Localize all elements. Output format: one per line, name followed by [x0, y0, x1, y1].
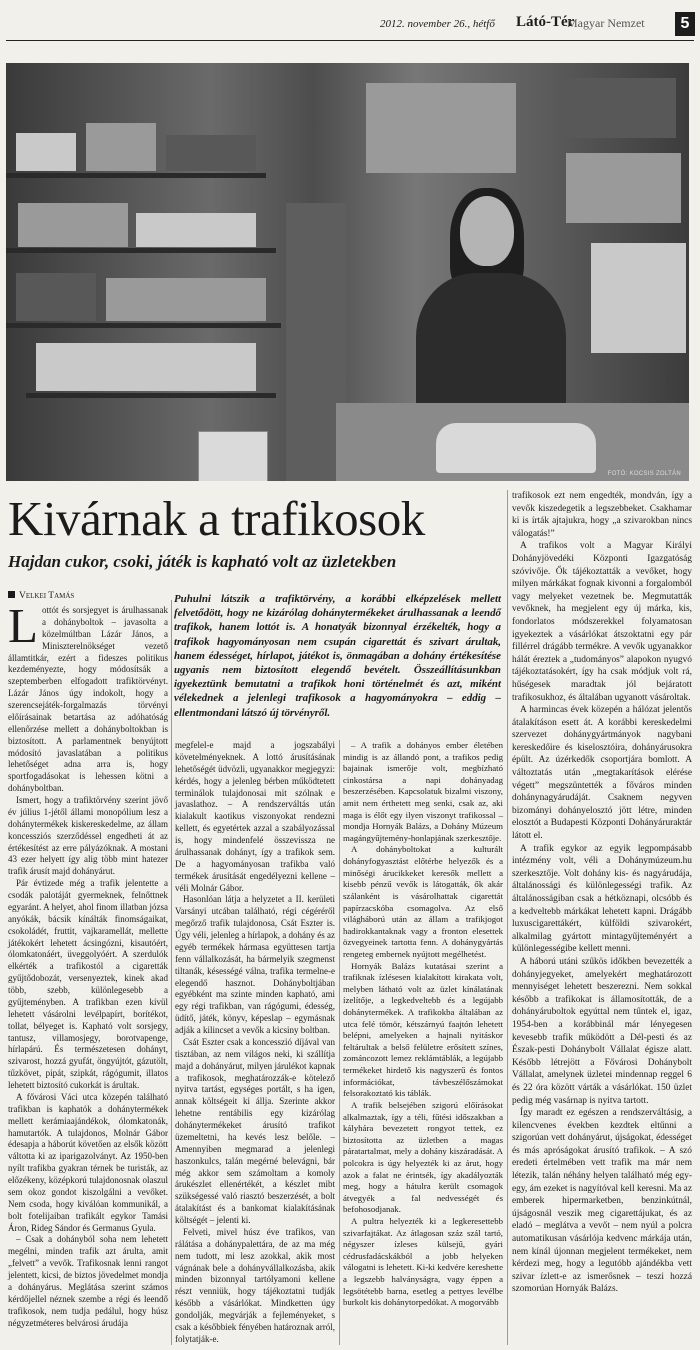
column-2 [175, 740, 335, 1346]
paragraph: A háború utáni szűkös időkben bevezették a dohányjegyeket, amelyekért meghatározott mennyiséget lehetett beszerezni. Nem sokkal később a trafikokat is államosították, de a dohányáruboltok egyúttal nem tűntek el, igaz, 1954-ben a korábbinál már lényegesen kevesebb trafik működött a Dél-pesti és az Észak-pesti Dohánybolt Vállalat égisze alatt. Később létrejött a Fővárosi Dohánybolt Vállalat, amelynek üzletei mindennap reggel 6 és 22 óra között várták a vásárlókat. 150 üzlet pedig még vasárnap is nyitva tartott. [512, 956, 692, 1106]
publication-name: Magyar Nemzet [567, 16, 645, 30]
shopping-bag [198, 431, 268, 481]
paragraph: Csát Eszter csak a koncesszió díjával van tisztában, az nem világos neki, ki szállítja majd a dohányárut, milyen járulékot kapnak a trafikosok, meghatározzák-e kötelező nyitva tartást, egységes portált, s ha igen, annak költségeit ki állja. Szerinte akkor lehetne rentábilis egy kizárólag dohánytermékeket árusító trafikot üzemeltetni, ha kevés lesz belőle. – Amennyiben megmarad a jelenlegi haszonkulcs, talán megérné belevágni, bár még akkor sem számoltam a komoly árukészlet ellenértékét, a készlet mibt szükségessé való riasztó beszerzését, a bolt átalakítást és a bankomat kialakításának költségét – jelenti ki. [175, 1036, 335, 1225]
cash-register [436, 423, 596, 473]
paragraph: Ismert, hogy a trafiktörvény szerint jövő év július 1-jétől állami monopólium lesz a dohánytermékek kiskereskedelme, az állam koncessziós szerződéssel engedheti át az értékesítést az erre pályázóknak. A mostani 43 ezer helyett így alig több mint hatezer trafik árusít majd dohányárut. [8, 795, 168, 877]
paragraph: Pár évtizede még a trafik jelentette a csodák palotáját gyermeknek, felnőttnek egyaránt. A helyet, ahol finom illatban józsa anyókák, bácsik kínálták finomságaikat, csokoládét, fruttit, vajkaramellát, mellette játékokért lehetett ácsingózni, kisautóért, ólomkatonáért, üveggolyóért. A szerdulók elkérték a trafikostól a cigaretták gyűjtődobozát, versenyeztek, kinek akad több, szebb, különlegesebb a gyűjteményben. A trafikban ezen kívül lehetett vásárolni levélpapírt, borítékot, tollat, bélyeget is. Kapható volt sorsjegy, tantusz, villamosjegy, borotvapenge, hírlapárú. És természetesen dohányt, szivarost, hozzá gyufát, öngyújtót, gázutölt, tűzkövet, pipát, szipkát, rágógumit, illatos lehetett biztosító cukorkát is árultak. [8, 878, 168, 1090]
article-photo [6, 63, 689, 481]
byline: Velkei Tamás [8, 591, 74, 601]
column-3 [343, 740, 503, 1309]
section-title: Látó-Tér [516, 14, 575, 30]
paragraph: Felveti, mivel húsz éve trafikos, van rálátása a dohánypalettára, de az ma még nem tudott, mi lesz azokkal, akik most vágnának bele a dohányvállalkozásba, akik minden bizonnyal tartólyamoni kellene részt venniük, hogy tájékoztatni tudják később a vásárlókat. Mindketten úgy gondolják, megvárják a fejleményeket, s csak a későbbiek fényében határoznak arról, folytatják-e. [175, 1226, 335, 1344]
paragraph: A pultra helyezték ki a legkeresettebb szivarfajtákat. Az átlagosan száz szál tartó, négyszer ízleses külsejű, gyári cédrusfadácskákból a jobb helyeken válogatni is lehetett. Ki-ki kedvére kereshette a legszebb halványságra, vagy éppen a legsötétebb barna, esetleg a pettyes levélbe burkolt kis dohánytorpedókat. A mogorvább [343, 1215, 503, 1308]
photo-credit: FOTÓ: KOCSIS ZOLTÁN [607, 471, 681, 477]
drop-cap: L [8, 598, 38, 653]
paragraph: trafikosok ezt nem engedték, mondván, így a vevők kiszedegetik a legszebbeket. Csakhamar ki is írták ajtajukra, hogy „a szivarokban nincs válogatás!” [512, 491, 692, 539]
paragraph: A fővárosi Váci utca közepén található trafikban is kaphatók a dohánytermékek mellett kerámiaajándékok, ólomkatonák, hamutartók. A tulajdonos, Molnár Gábor édesapja a háborút követően az elsők között váltotta ki az iparigazolványt. Az 1950-ben nyílt trafikba gyakran térnek be turisták, az előzékeny, középkorú tulajdonosnak olaszul sem okoz gondot kiszolgálni a vevőket. Nem csoda, hogy kiválóan kommunikál, a bolt fotelijaiban trafikált egykor Tamási Áron, Rideg Sándor és Germanus Gyula. [8, 1091, 168, 1233]
column-1 [8, 598, 168, 1329]
headline: Kivárnak a trafikosok [8, 491, 425, 546]
paragraph: Hasonlóan látja a helyzetet a II. kerületi Varsányi utcában található, régi cégéréről megőrző trafik tulajdonosa, Csát Eszter is. Úgy véli, jelenleg a hírlapok, a dohány és az egyéb termékek hármasa együttesen tartja fenn vállalkozását, ha bármelyik szegmenst tiltanák, késességé válna, trafika termelne-e elegendő hasznot. Dohányboltjában egyébként ma szinte minden kapható, ami egy régi trafikban, van rágógumi, édesség, üdítő, játék, könyv, képeslap – egymásnak adják a kilincset a vevők a kicsiny boltban. [175, 894, 335, 1035]
paragraph: A trafikos volt a Magyar Királyi Dohányjövedéki Központi Igazgatóság szóvivője. Ők tájékoztatták a vevőket, hogy milyen márkákat fognak kivonni a forgalomból vagy melyeket vezetnek be. Megmutatták vevőknek, ha megjelent egy új márka, kis, fondorlatos módszerekkel folyamatosan igyekeztek a vásárlókat átszoktatni egy pár fillérrel drágább termékre. A vevők ugyanakkor hálát éreztek a „tudományos” alapokon nyugvó tájékoztatásokért, így ha csak módjuk volt rá, hűségesek maradtak jól bejáratott trafikosukhoz, és általában ugyanott vásároltak. [512, 541, 692, 703]
paragraph: Hornyák Balázs kutatásai szerint a trafiknak ízlésesen kialakított kirakata volt, melyben látható volt az üzlet kínálatának ízelítője, a legkedveltebb és a legújabb dohánytermékek. A trafikokba általában az utca felé tömör, kétszárnyú faajtón lehetett belépni, amelyeken a hajnali nyitáskor feltárultak a belső felületre erősített színes, zománcozott lemez reklámtáblák, a legújabb termékeket hirdető kis nagyszerű és fontos információkat, távbeszélőszámokat felsorakoztató kis táblák. [343, 960, 503, 1099]
paragraph: – Csak a dohányból soha nem lehetett megélni, minden trafik azt árulta, amit „felvett” a vevők. Trafikosnak lenni rangot jelentett, kicsi, de biztos jövedelmet mondja a dohányárus. Meglátása szerint számos kérdőjellel néznek szembe a régi és leendő trafikosok, nem tudja pedálul, hogy húsz négyzetméteres belvárosi árudája [8, 1234, 168, 1328]
issue-date: 2012. november 26., hétfő [380, 18, 495, 30]
paragraph: megfelel-e majd a jogszabályi követelményeknek. A lottó árusításának lehetőségét üdvözli, ugyanakkor megjegyzi: kérdés, hogy a jelenleg bérben működtetett terminálok tulajdonosai mit szólnak e javaslathoz. – A rendszerváltás után kialakult kaotikus viszonyokat rendezni kellett, és egyetértek azzal a szabályozással is, hogy mindenfelé összevissza ne árulhassanak dohányt, így a trafikok sem. De a hagyományosan trafikba való termékek árusítását engedélyezni kellene – véli Molnár Gábor. [175, 740, 335, 893]
paragraph: A trafik belsejében szigorú előírásokat alkalmaztak, így a téli, fűtési időszakban a kályhára bevezetett rongyot tettek, ez biztosította az üzletben a magas páratartalmat, mely a dohány kiszáradását. A polcokra is úgy helyezték ki az árut, hogy azok a falat ne érintsék, így akadályozták meg, hogy a hátulra került csomagok átvegyék a fal nedvességét és befohosodjanak. [343, 1099, 503, 1215]
page-number: 5 [675, 12, 695, 36]
person-face [460, 196, 514, 266]
paragraph: ottót és sorsjegyet is árulhassanak a dohányboltok – javasolta a közelmúltban Lázár János, a Miniszterelnökséget vezető államtitkár, ezért a fideszes politikus kezdeményezte, hogy módosítsák a szeptemberben elfogadott trafiktörvényt. Lázár János úgy indokolt, hogy a szerencsejáték-forgalmazás törvényi előírásainak betartása az adóhatóság ellenőrzése mellett a dohányboltokban is biztosított. A parlamentnek benyújtott módosító javaslatában a politikus lehetőséget adna arra is, hogy sportfogadásokat is lehessen kötni a dohányboltban. [8, 605, 168, 794]
subheadline: Hajdan cukor, csoki, játék is kapható volt az üzletekben [8, 552, 397, 571]
paragraph: A harmincas évek közepén a hálózat jelentős átalakításon esett át. A korábbi kereskedelmi szervezet dohánygyártmányok nagybani kereskedőire és kiselosztóira, dohányárusokra épült. Az úzérkedők csoportjára bomlott. A változtatás után „megtakarítások elérése végett” megszüntették a főváros minden dohánynagyárudáját. Csaknem negyven bizományi dohányelosztó jött létre, minden elosztót a Budapesti Központi Dohányáruraktár látott el. [512, 705, 692, 842]
header-rule [6, 40, 694, 41]
lead-paragraph: Puhulni látszik a trafiktörvény, a korábbi elképzelések mellett felvetődött, hogy ne kizárólag dohánytermékeket árulhassanak a leendő trafikok, hanem lottót is. A honatyák bizonnyal érzékelték, hogy a trafikok hagyományosan nem csupán cigarettát és szivart árultak, hanem édességet, hírlapot, játékot is, önmagában a dohány értékesítése ugyanis nem biztosított elegendő bevételt. Összeállításunkban igyekeztünk bemutatni a trafikok honi történelmét és azt, miként vélekednek a jelenlegi trafikosok a hagyományokra – eddig – ellentmondani látszó új törvényről. [174, 593, 501, 719]
page-header [0, 0, 700, 40]
paragraph: A dohányboltokat a kulturált dohányfogyasztást előtérbe helyezők és a minőségi árucikkeket keresők mellett a kisebb pénzű vevők is látogatták, ők akár szálanként is vásárolhattak cigarettát papírzacskóba csomagolva. Az első világháború után az állam a trafikjogot hadirokkantaknak vagy a fronton elesettek özvegyeinek tartotta fenn. A dohánygyártás rengeteg embernek nyújtott megélhetést. [343, 844, 503, 959]
paragraph: Így maradt ez egészen a rendszerváltásig, a kilencvenes években kezdtek eltűnni a szigorúan vett dohányárut, újságokat, édességet és más apróságokat árusító trafikok. – A szó eredeti értelmében vett trafik ma már nem létezik, talán néhány helyen található még egy-egy, ám ezeket is nagyítóval kell keresni. Ma az emberek hipermarketben, benzinkútnál, újságosnál veszik meg cigarettájukat, és az eladó – meglátva a vevőt – nem nyúl a polcra automatikusan vásárlója kedvenc márkája után, nem kínál újonnan megjelent termékeket, nem kérdezi meg, hogy a legutóbb ajándékba vett szivar ízlett-e az ismerősnek – teszi hozzá szomorúan Hornyák Balázs. [512, 1108, 692, 1295]
paragraph: – A trafik a dohányos ember életében mindig is az állandó pont, a trafikos pedig bajainak ismerője volt, megbízható cinkostársa a napi dohányadag beszerzésében. Kapcsolatuk bizalmi viszony, amit nem érthetett meg senki, csak az, aki maga is élőt egy ilyen viszonyt trafikossal – mondja Hornyák Balázs, a Dohány Múzeum magángyűjtemény-honlapjának szerkesztője. [343, 740, 503, 843]
column-4 [512, 490, 692, 1296]
paragraph: A trafik egykor az egyik legpompásabb intézmény volt, véli a Dohánymúzeum.hu szerkesztője. Volt dohány kis- és nagyárudája, általánossági és különlegességi trafik. Az általánosságiban csak a hétköznapi, olcsóbb és a kedveltebb márkákat lehetett kapni. Drágább luxuscigarettákért, külföldi szivarokért, alkalmilag gyártott mintagyűjteményért a különlegességibe kellett menni. [512, 843, 692, 955]
